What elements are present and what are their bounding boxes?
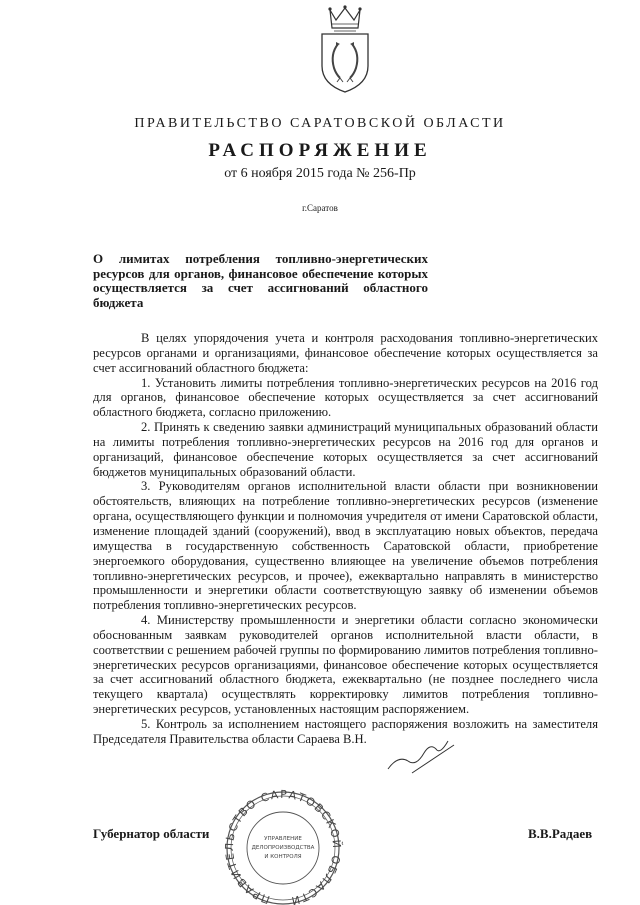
- official-stamp-icon: [213, 780, 353, 905]
- document-date-number: от 6 ноября 2015 года № 256-Пр: [224, 166, 416, 181]
- body-paragraph-3: 3. Руководителям органов исполнительной власти области при возникновении обстоятельств, влияющих на потребление топливно-энергетических ресурсов (изменение органа, осуществляющего функции и полномочия учредителя от имени Саратовской области, изменение площадей зданий (сооружений), ввод в эксплуатацию новых объектов, передача имущества в государственную собственность Саратовской области, приобретение энергоемкого оборудования, существенно влияющее на увеличение объемов потребления топливно-энергетических ресурсов, и прочее), ежеквартально направлять в министерство промышленности и энергетики области соответствующую заявку об изменении объемов потребления топливно-энергетических ресурсов.: [93, 479, 598, 613]
- document-body: [93, 331, 598, 747]
- body-paragraph-1: 1. Установить лимиты потребления топливно-энергетических ресурсов на 2016 год для органов, финансовое обеспечение которых осуществляется за счет ассигнований областного бюджета, согласно приложению.: [93, 375, 598, 420]
- organization-name: ПРАВИТЕЛЬСТВО САРАТОВСКОЙ ОБЛАСТИ: [134, 116, 506, 131]
- stamp-inner-line-3: И КОНТРОЛЯ: [264, 854, 302, 860]
- stamp-inner-line-1: УПРАВЛЕНИЕ: [264, 836, 302, 842]
- body-paragraph-5: 5. Контроль за исполнением настоящего распоряжения возложить на заместителя Председателя Правительства области Сараева В.Н.: [93, 716, 598, 746]
- body-paragraph-2: 2. Принять к сведению заявки администраций муниципальных образований области на лимиты потребления топливно-энергетических ресурсов на 2016 год для органов и организаций, финансовое обеспечение которых осуществляется за счет ассигнований бюджетов муниципальных образований области.: [93, 420, 598, 479]
- stamp-outer-text: ПРАВИТЕЛЬСТВО САРАТОВСКОЙ ОБЛАСТИ: [222, 787, 344, 905]
- document-city: г.Саратов: [302, 203, 338, 213]
- signatory-name: В.В.Радаев: [528, 826, 593, 841]
- body-paragraph-4: 4. Министерству промышленности и энергетики области согласно экономически обоснованным заявкам руководителей органов исполнительной власти области, в соответствии с решением рабочей группы по формированию лимитов потребления топливно-энергетических ресурсов организациями, финансовое обеспечение которых осуществляется за счет ассигнований областного бюджета, ежеквартально (не позднее последнего числа текущего квартала) осуществлять корректировку лимитов потребления топливно-энергетических ресурсов, установленных настоящим распоряжением.: [93, 613, 598, 717]
- document-type: РАСПОРЯЖЕНИЕ: [208, 140, 432, 161]
- body-paragraph-preamble: В целях упорядочения учета и контроля расходования топливно-энергетических ресурсов органами и организациями, финансовое обеспечение которых осуществляется за счет ассигнований областного бюджета:: [93, 331, 598, 375]
- document-subject: О лимитах потребления топливно-энергетических ресурсов для органов, финансовое обеспечение которых осуществляется за счет ассигнований областного бюджета: [93, 251, 428, 310]
- handwritten-signature-icon: [378, 735, 458, 775]
- coat-of-arms-icon: [300, 4, 390, 94]
- stamp-inner-line-2: ДЕЛОПРОИЗВОДСТВА: [251, 845, 315, 851]
- signatory-position: Губернатор области: [93, 826, 210, 841]
